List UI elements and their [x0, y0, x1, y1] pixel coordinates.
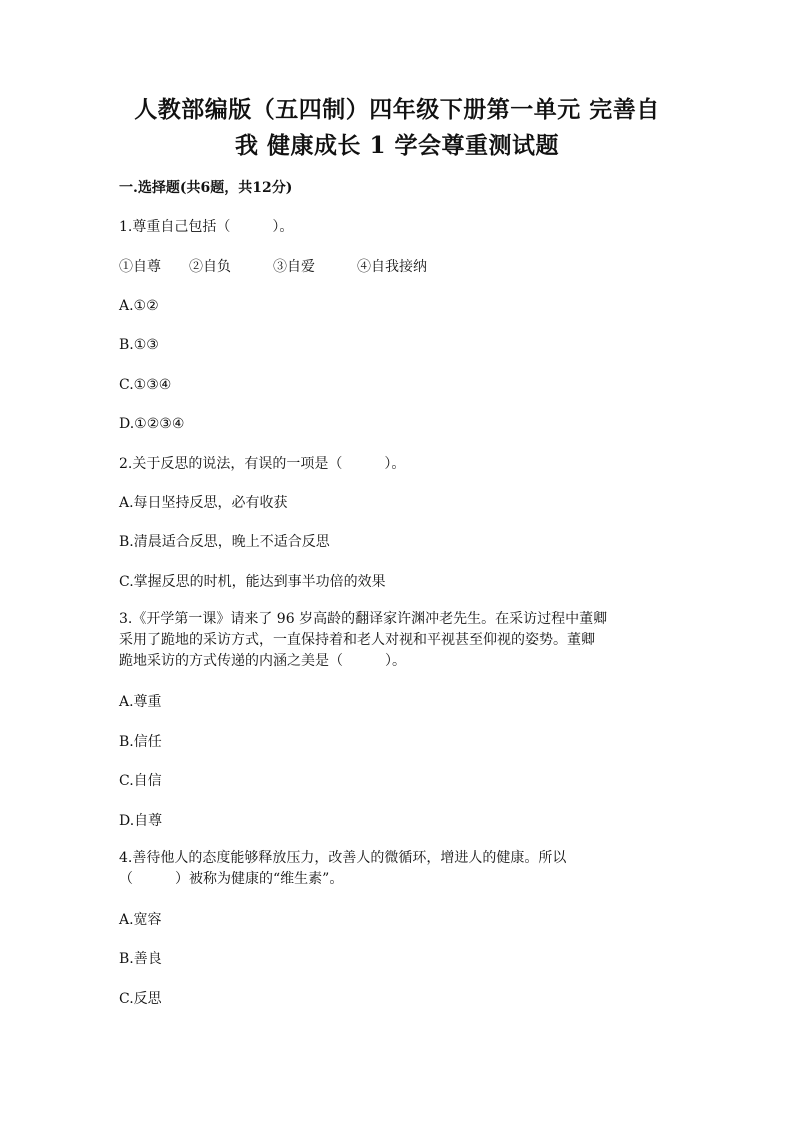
- question-2-option-a: A.每日坚持反思，必有收获: [119, 495, 288, 511]
- question-3-stem: [119, 609, 679, 672]
- question-1-note: ①自尊 ②自负 ③自爱 ④自我接纳: [119, 259, 427, 275]
- question-1-option-a: A.①②: [119, 298, 159, 314]
- question-3-option-b: B.信任: [119, 734, 162, 750]
- section-heading: 一.选择题(共6题，共12分): [119, 180, 293, 196]
- question-4-stem-line-2: （ ）被称为健康的“维生素”。: [119, 871, 344, 887]
- document-title: [100, 92, 694, 164]
- question-4-stem-line-1: 4.善待他人的态度能够释放压力，改善人的微循环，增进人的健康。所以: [119, 850, 567, 866]
- question-4-stem: [119, 848, 679, 890]
- question-4-option-c: C.反思: [119, 991, 162, 1007]
- question-1-option-b: B.①③: [119, 337, 159, 353]
- question-3-stem-line-3: 跪地采访的方式传递的内涵之美是（ ）。: [119, 653, 406, 669]
- question-1-stem: 1.尊重自己包括（ ）。: [119, 219, 294, 235]
- question-1-option-c: C.①③④: [119, 377, 172, 393]
- question-2-option-b: B.清晨适合反思，晚上不适合反思: [119, 534, 330, 550]
- question-2-option-c: C.掌握反思的时机，能达到事半功倍的效果: [119, 574, 386, 590]
- question-3-stem-line-2: 采用了跪地的采访方式，一直保持着和老人对视和平视甚至仰视的姿势。董卿: [119, 632, 595, 648]
- question-3-option-d: D.自尊: [119, 813, 163, 829]
- question-3-option-c: C.自信: [119, 773, 162, 789]
- question-4-option-b: B.善良: [119, 951, 162, 967]
- question-4-option-a: A.宽容: [119, 912, 162, 928]
- question-3-stem-line-1: 3.《开学第一课》请来了 96 岁高龄的翻译家许渊冲老先生。在采访过程中董卿: [119, 611, 608, 627]
- question-2-stem: 2.关于反思的说法，有误的一项是（ ）。: [119, 456, 406, 472]
- question-3-option-a: A.尊重: [119, 694, 162, 710]
- question-1-option-d: D.①②③④: [119, 416, 185, 432]
- title-line-2: 我 健康成长 1 学会尊重测试题: [234, 132, 560, 159]
- title-line-1: 人教部编版（五四制）四年级下册第一单元 完善自: [134, 96, 660, 123]
